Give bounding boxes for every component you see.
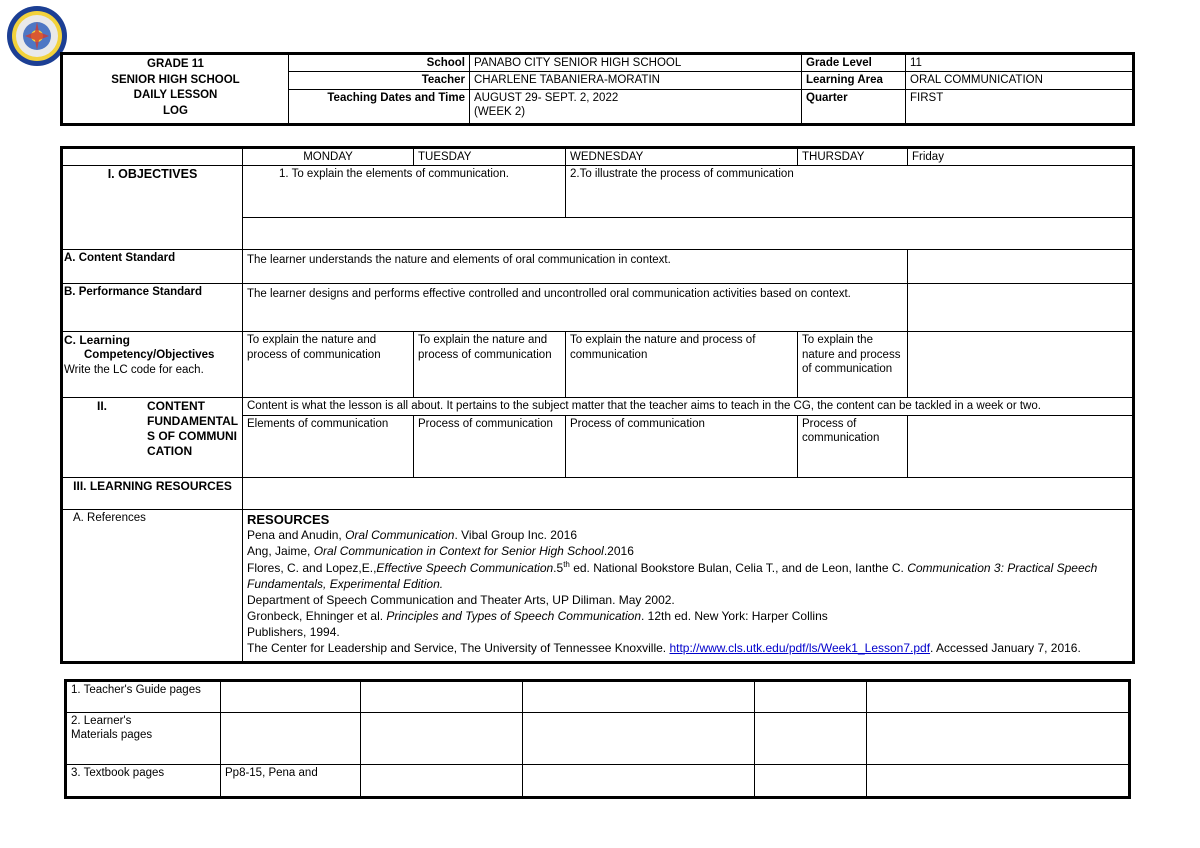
textbook-label: 3. Textbook pages bbox=[66, 765, 221, 798]
school-value: PANABO CITY SENIOR HIGH SCHOOL bbox=[470, 54, 802, 72]
day-tuesday: TUESDAY bbox=[414, 148, 566, 166]
reference-3: Flores, C. and Lopez,E.,Effective Speech Communication.5th ed. National Bookstore Bulan, Celia T., and de Leon, Ianthe C. Communication 3: Practical Speech Fundamentals, Experimental Edition. bbox=[247, 559, 1098, 591]
seal-icon bbox=[6, 5, 68, 67]
learners-materials-label: 2. Learner's Materials pages bbox=[66, 713, 221, 765]
dates-label: Teaching Dates and Time bbox=[289, 89, 470, 124]
objectives-blank bbox=[243, 218, 1134, 250]
content-standard-friday bbox=[908, 250, 1134, 284]
content-tuesday: Process of communication bbox=[414, 415, 566, 477]
tb-monday: Pp8-15, Pena and bbox=[221, 765, 361, 798]
lm-thursday bbox=[755, 713, 867, 765]
references-content bbox=[243, 509, 1134, 662]
content-label: II. CONTENT FUNDAMENTALS OF COMMUNICATION bbox=[62, 398, 243, 477]
reference-7: The Center for Leadership and Service, The University of Tennessee Knoxville. http://www.cls.utk.edu/pdf/ls/Week1_Lesson7.pdf. Accessed January 7, 2016. bbox=[247, 640, 1081, 655]
tb-tuesday bbox=[361, 765, 523, 798]
days-row bbox=[62, 148, 1134, 166]
day-friday: Friday bbox=[908, 148, 1134, 166]
content-friday bbox=[908, 415, 1134, 477]
content-wednesday: Process of communication bbox=[566, 415, 798, 477]
content-note: Content is what the lesson is all about. It pertains to the subject matter that the teacher aims to teach in the CG, the content can be tackled in a week or two. bbox=[243, 398, 1134, 415]
grade-level-label: Grade Level bbox=[802, 54, 906, 72]
teachers-guide-label: 1. Teacher's Guide pages bbox=[66, 681, 221, 713]
competency-tuesday: To explain the nature and process of communication bbox=[414, 332, 566, 398]
materials-table bbox=[64, 679, 1131, 799]
reference-4: Department of Speech Communication and Theater Arts, UP Diliman. May 2002. bbox=[247, 592, 675, 607]
performance-standard-text: The learner designs and performs effective controlled and uncontrolled oral communication activities based on context. bbox=[243, 284, 908, 332]
reference-2: Ang, Jaime, Oral Communication in Context for Senior High School.2016 bbox=[247, 543, 634, 558]
learning-area-value: ORAL COMMUNICATION bbox=[906, 72, 1134, 89]
content-standard-text: The learner understands the nature and elements of oral communication in context. bbox=[243, 250, 908, 284]
school-label: School bbox=[289, 54, 470, 72]
dates-value: AUGUST 29- SEPT. 2, 2022 (WEEK 2) bbox=[470, 89, 802, 124]
content-standard-label: A. Content Standard bbox=[62, 250, 243, 284]
quarter-value: FIRST bbox=[906, 89, 1134, 124]
teacher-value: CHARLENE TABANIERA-MORATIN bbox=[470, 72, 802, 89]
tg-tuesday bbox=[361, 681, 523, 713]
tg-monday bbox=[221, 681, 361, 713]
reference-link[interactable]: http://www.cls.utk.edu/pdf/ls/Week1_Lesson7.pdf bbox=[669, 640, 931, 655]
quarter-label: Quarter bbox=[802, 89, 906, 124]
header-table bbox=[60, 52, 1135, 126]
lm-tuesday bbox=[361, 713, 523, 765]
competency-friday bbox=[908, 332, 1134, 398]
learning-area-label: Learning Area bbox=[802, 72, 906, 89]
learning-resources-blank bbox=[243, 477, 1134, 509]
day-wednesday: WEDNESDAY bbox=[566, 148, 798, 166]
tg-thursday bbox=[755, 681, 867, 713]
competency-thursday: To explain the nature and process of communication bbox=[798, 332, 908, 398]
learning-resources-label: III. LEARNING RESOURCES bbox=[62, 477, 243, 509]
competency-label: C. Learning Competency/Objectives Write the LC code for each. bbox=[62, 332, 243, 398]
reference-1: Pena and Anudin, Oral Communication. Vibal Group Inc. 2016 bbox=[247, 528, 577, 543]
references-label: A. References bbox=[62, 509, 243, 662]
teacher-label: Teacher bbox=[289, 72, 470, 89]
lesson-table bbox=[60, 146, 1135, 664]
reference-5: Gronbeck, Ehninger et al. Principles and Types of Speech Communication. 12th ed. New York: Harper Collins bbox=[247, 608, 828, 623]
reference-6: Publishers, 1994. bbox=[247, 624, 340, 639]
deped-seal-logo bbox=[6, 5, 68, 67]
tb-thursday bbox=[755, 765, 867, 798]
tg-wednesday bbox=[523, 681, 755, 713]
grade-level-value: 11 bbox=[906, 54, 1134, 72]
lm-monday bbox=[221, 713, 361, 765]
day-thursday: THURSDAY bbox=[798, 148, 908, 166]
objective-1: 1. To explain the elements of communication. bbox=[243, 166, 566, 218]
lm-wednesday bbox=[523, 713, 755, 765]
content-monday: Elements of communication bbox=[243, 415, 414, 477]
tb-friday bbox=[867, 765, 1130, 798]
objectives-label: I. OBJECTIVES bbox=[62, 166, 243, 250]
competency-monday: To explain the nature and process of communication bbox=[243, 332, 414, 398]
resources-title: RESOURCES bbox=[247, 511, 330, 527]
grade-title: GRADE 11 SENIOR HIGH SCHOOL DAILY LESSON LOG bbox=[62, 54, 289, 125]
competency-wednesday: To explain the nature and process of communication bbox=[566, 332, 798, 398]
day-monday: MONDAY bbox=[243, 148, 414, 166]
content-thursday: Process of communication bbox=[798, 415, 908, 477]
performance-standard-friday bbox=[908, 284, 1134, 332]
performance-standard-label: B. Performance Standard bbox=[62, 284, 243, 332]
objective-2: 2.To illustrate the process of communication bbox=[566, 166, 1134, 218]
tb-wednesday bbox=[523, 765, 755, 798]
tg-friday bbox=[867, 681, 1130, 713]
lm-friday bbox=[867, 713, 1130, 765]
